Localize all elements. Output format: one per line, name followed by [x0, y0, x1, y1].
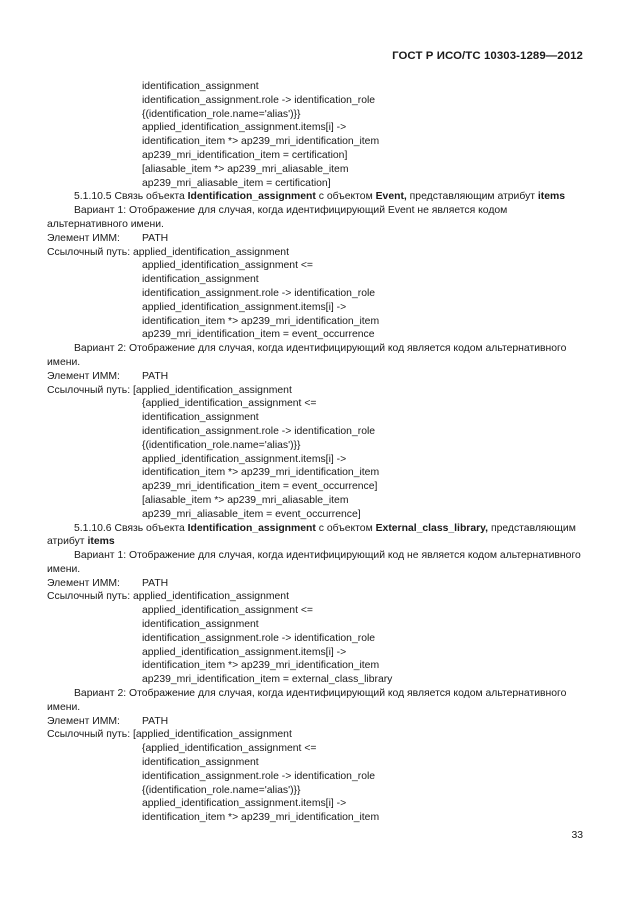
path-line: applied_identification_assignment.items[i] -> [142, 798, 347, 810]
element-row: Элемент ИММ: PATH [47, 370, 169, 382]
path-line: ap239_mri_identification_item = external_class_library [142, 674, 393, 686]
path-line: identification_assignment [142, 412, 259, 424]
variant-2-text: Вариант 2: Отображение для случая, когда идентифицирующий код является кодом альтернативного имени. [47, 688, 567, 713]
page-content [47, 80, 585, 825]
path-line: identification_item *> ap239_mri_identification_item [142, 136, 380, 148]
continued-path-block [47, 80, 585, 190]
page-number: 33 [571, 830, 583, 841]
element-row: Элемент ИММ: PATH [47, 232, 169, 244]
ref-path-row: Ссылочный путь: applied_identification_assignment [47, 591, 289, 603]
path-line: applied_identification_assignment.items[i] -> [142, 301, 347, 313]
path-line: [aliasable_item *> ap239_mri_aliasable_item [142, 494, 349, 506]
ref-path-row: Ссылочный путь: [applied_identification_assignment [47, 729, 292, 741]
path-line: ap239_mri_aliasable_item = event_occurrence] [142, 508, 361, 520]
path-line: identification_assignment [142, 81, 259, 92]
path-line: applied_identification_assignment.items[i] -> [142, 122, 347, 134]
path-line: identification_assignment.role -> identification_role [142, 425, 376, 437]
ref-path-row: Ссылочный путь: [applied_identification_assignment [47, 384, 292, 396]
element-row: Элемент ИММ: PATH [47, 577, 169, 589]
path-line: {applied_identification_assignment <= [142, 743, 317, 755]
path-line: {(identification_role.name='alias')}} [142, 108, 301, 120]
path-line: applied_identification_assignment.items[i] -> [142, 646, 347, 658]
path-line: identification_assignment [142, 274, 259, 286]
path-line: identification_assignment.role -> identification_role [142, 632, 376, 644]
variant-1-text: Вариант 1: Отображение для случая, когда идентифицирующий Event не является кодом альтернативного имени. [47, 205, 508, 230]
path-line: {(identification_role.name='alias')}} [142, 439, 301, 451]
path-line: identification_item *> ap239_mri_identification_item [142, 812, 380, 824]
section-heading-5-1-10-6: 5.1.10.6 Связь объекта Identification_assignment с объектом External_class_library, представляющим атрибут items [47, 522, 576, 548]
path-line: ap239_mri_identification_item = event_occurrence] [142, 481, 378, 493]
path-line: ap239_mri_aliasable_item = certification] [142, 177, 331, 189]
variant-2-text: Вариант 2: Отображение для случая, когда идентифицирующий код является кодом альтернативного имени. [47, 343, 567, 368]
path-line: [aliasable_item *> ap239_mri_aliasable_item [142, 163, 349, 175]
path-line: identification_assignment.role -> identification_role [142, 770, 376, 782]
section-heading-5-1-10-5: 5.1.10.5 Связь объекта Identification_assignment с объектом Event, представляющим атрибут items [74, 191, 566, 203]
document-header: ГОСТ Р ИСО/ТС 10303-1289—2012 [392, 50, 583, 62]
path-line: applied_identification_assignment.items[i] -> [142, 453, 347, 465]
ref-path-row: Ссылочный путь: applied_identification_assignment [47, 246, 289, 258]
path-line: identification_item *> ap239_mri_identification_item [142, 467, 380, 479]
path-line: {(identification_role.name='alias')}} [142, 784, 301, 796]
path-line: applied_identification_assignment <= [142, 605, 313, 617]
element-row: Элемент ИММ: PATH [47, 715, 169, 727]
path-line: identification_assignment [142, 757, 259, 769]
path-line: {applied_identification_assignment <= [142, 398, 317, 410]
path-line: ap239_mri_identification_item = certification] [142, 149, 348, 161]
variant-1-text: Вариант 1: Отображение для случая, когда идентифицирующий код не является кодом альтернативного имени. [47, 550, 581, 575]
path-line: identification_item *> ap239_mri_identification_item [142, 315, 380, 327]
path-line: identification_assignment [142, 619, 259, 631]
path-line: identification_item *> ap239_mri_identification_item [142, 660, 380, 672]
path-line: applied_identification_assignment <= [142, 260, 313, 272]
path-line: identification_assignment.role -> identification_role [142, 287, 376, 299]
path-line: ap239_mri_identification_item = event_occurrence [142, 329, 375, 341]
path-line: identification_assignment.role -> identification_role [142, 94, 376, 106]
